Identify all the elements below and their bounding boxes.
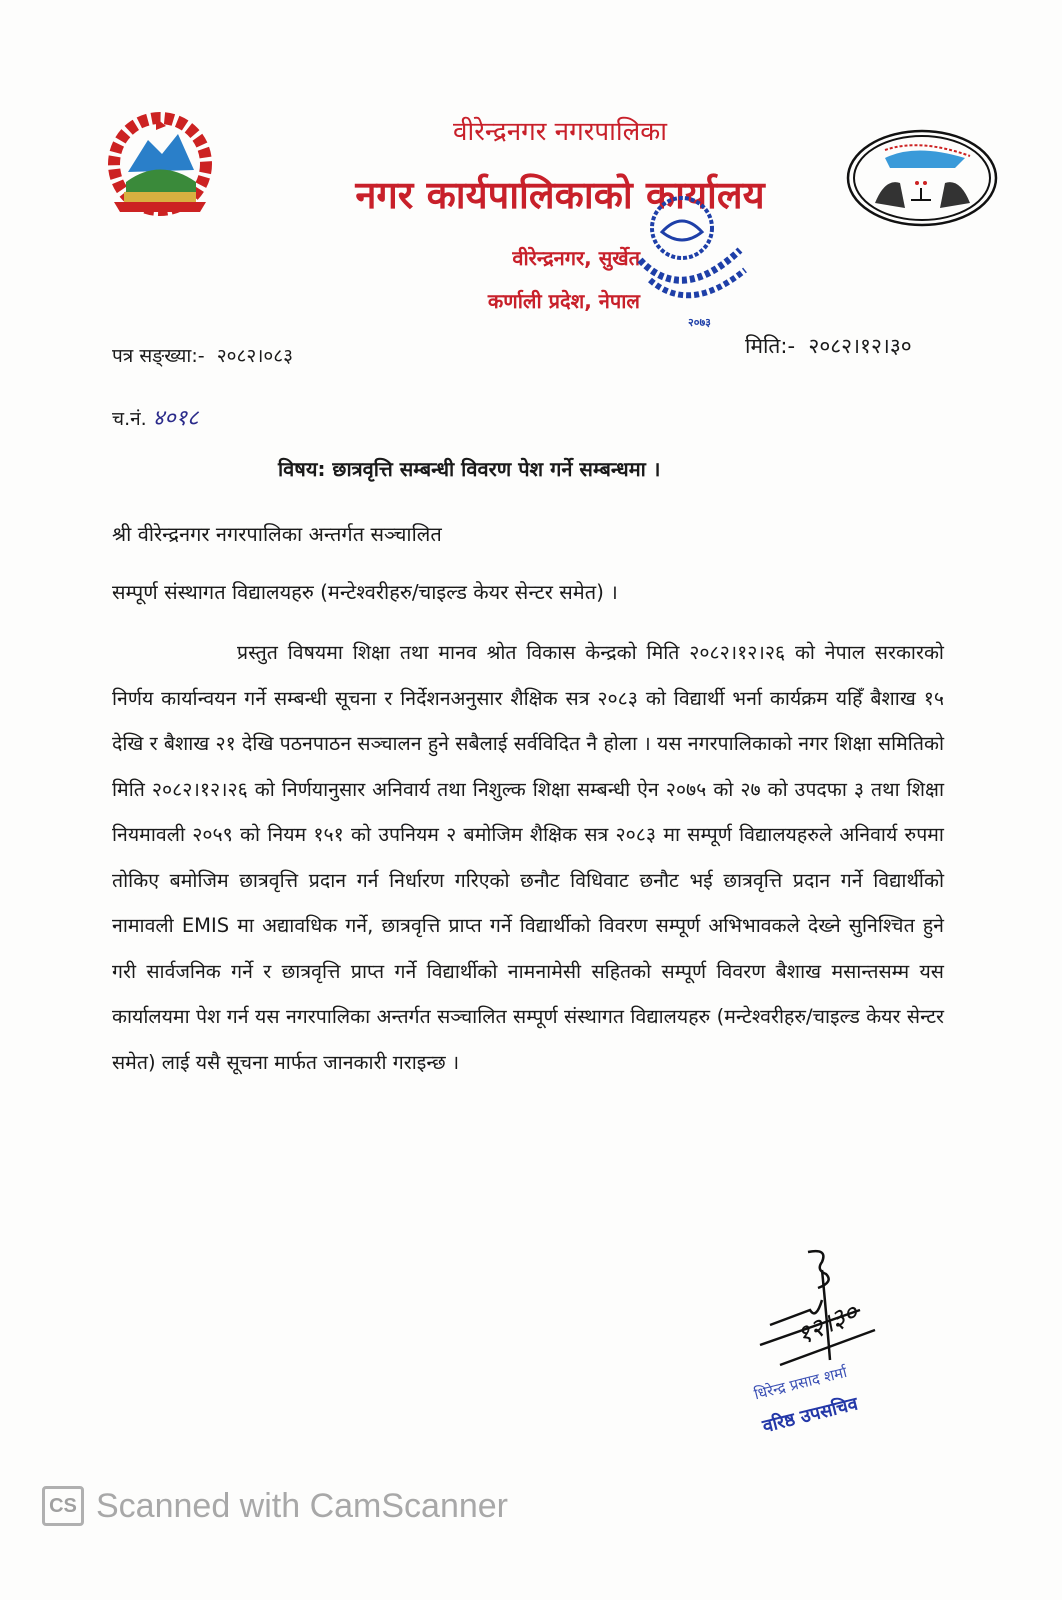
date-value: २०८२।१२।३० — [808, 334, 912, 358]
addressee-line-2: सम्पूर्ण संस्थागत विद्यालयहरु (मन्टेश्वरीहरु/चाइल्ड केयर सेन्टर समेत) । — [112, 580, 618, 604]
nepal-emblem-icon — [100, 112, 220, 217]
camscanner-watermark — [42, 1486, 508, 1526]
body-paragraph: प्रस्तुत विषयमा शिक्षा तथा मानव श्रोत विकास केन्द्रको मिति २०८२।१२।२६ को नेपाल सरकारको निर्णय कार्यान्वयन गर्ने सम्बन्धी सूचना र निर्देशनअनुसार शैक्षिक सत्र २०८३ को विद्यार्थी भर्ना कार्यक्रम यहिँ बैशाख १५ देखि र बैशाख २१ देखि पठनपाठन सञ्चालन हुने सबैलाई सर्वविदित नै होला । यस नगरपालिकाको नगर शिक्षा समितिको मिति २०८२।१२।२६ को निर्णयानुसार अनिवार्य तथा निशुल्क शिक्षा सम्बन्धी ऐन २०७५ को २७ को उपदफा ३ तथा शिक्षा नियमावली २०५९ को नियम १५१ को उपनियम २ बमोजिम शैक्षिक सत्र २०८३ मा सम्पूर्ण विद्यालयहरुले अनिवार्य रुपमा तोकिए बमोजिम छात्रवृत्ति प्रदान गर्न निर्धारण गरिएको छनौट विधिवाट छनौट भई छात्रवृत्ति प्रदान गर्ने विद्यार्थीको नामावली EMIS मा अद्यावधिक गर्ने, छात्रवृत्ति प्राप्त गर्ने विद्यार्थीको विवरण सम्पूर्ण अभिभावकले देख्ने सुनिश्चित हुने गरी सार्वजनिक गर्ने र छात्रवृत्ति प्राप्त गर्ने विद्यार्थीको नामनामेसी सहितको सम्पूर्ण विवरण बैशाख मसान्तसम्म यस कार्यालयमा पेश गर्न यस नगरपालिका अन्तर्गत सञ्चालित सम्पूर्ण संस्थागत विद्यालयहरु (मन्टेश्वरीहरु/चाइल्ड केयर सेन्टर समेत) लाई यसै सूचना मार्फत जानकारी गराइन्छ । — [112, 641, 944, 1074]
date-label: मिति:- — [745, 334, 796, 358]
signatory-title: वरिष्ठ उपसचिव — [760, 1393, 860, 1438]
municipality-name: वीरेन्द्रनगर नगरपालिका — [453, 117, 667, 147]
reference-value: २०८२।०८३ — [216, 345, 294, 367]
reference-label: पत्र सङ्ख्या:- — [112, 345, 205, 367]
subject-line: विषय: छात्रवृत्ति सम्बन्धी विवरण पेश गर्ने सम्बन्धमा । — [278, 457, 661, 481]
letter-body — [112, 630, 944, 1085]
letter-date — [745, 332, 912, 360]
dispatch-value: ४०१८ — [152, 406, 199, 431]
office-province: कर्णाली प्रदेश, नेपाल — [487, 289, 640, 313]
camscanner-icon: CS — [42, 1486, 84, 1526]
signature-date: १२।३० — [792, 1297, 863, 1352]
office-stamp-icon — [620, 190, 760, 335]
watermark-text: Scanned with CamScanner — [96, 1486, 509, 1525]
dispatch-label: च.नं. — [112, 408, 147, 430]
dispatch-number — [112, 402, 199, 432]
stamp-year: २०७३ — [688, 316, 711, 329]
municipality-logo-icon — [845, 128, 1000, 228]
office-location: वीरेन्द्रनगर, सुर्खेत — [512, 246, 640, 270]
signatory-name: धिरेन्द्र प्रसाद शर्मा — [752, 1362, 849, 1404]
addressee-line-1: श्री वीरेन्द्रनगर नगरपालिका अन्तर्गत सञ्चालित — [112, 522, 442, 546]
office-title: नगर कार्यपालिकाको कार्यालय — [355, 173, 765, 217]
reference-number — [112, 342, 293, 368]
